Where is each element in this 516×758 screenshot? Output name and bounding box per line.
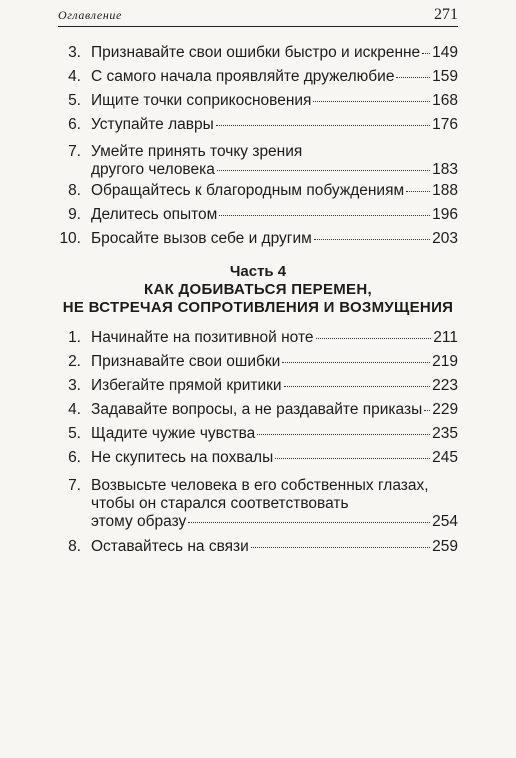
- toc-entry-number: 7.: [68, 477, 81, 494]
- toc-entry-line: [91, 230, 458, 248]
- dot-leader: [422, 53, 430, 54]
- dot-leader: [313, 101, 430, 102]
- toc-entry-number: 8.: [68, 538, 81, 555]
- dot-leader: [282, 362, 430, 363]
- toc-entry-title: чтобы он старался соответствовать: [91, 495, 349, 512]
- toc-entry: [58, 353, 458, 372]
- toc-entry-number: 1.: [68, 329, 81, 346]
- toc-entry-page: 149: [432, 44, 458, 61]
- toc-entry-line: [91, 44, 458, 62]
- toc-entry-body: [91, 230, 458, 248]
- toc-entry-title: Уступайте лавры: [91, 116, 214, 133]
- toc-entry-line: [91, 206, 458, 224]
- toc-entry-title: Ищите точки соприкосновения: [91, 92, 312, 109]
- toc-entry-page: 183: [432, 161, 458, 178]
- toc-entry-body: [91, 477, 458, 531]
- toc-entry-page: 219: [432, 353, 458, 370]
- toc-entry-title: Задавайте вопросы, а не раздавайте приказы: [91, 401, 423, 418]
- toc-entry-number: 3.: [68, 377, 81, 394]
- dot-leader: [406, 191, 430, 192]
- toc-entry-body: [91, 182, 458, 200]
- toc-entry-line: [91, 161, 458, 179]
- toc-entry-line: [91, 401, 458, 419]
- toc-entry-body: [91, 401, 458, 419]
- toc-entry-title: другого человека: [91, 161, 215, 178]
- toc-entry: [58, 477, 458, 534]
- toc-entry-line: [91, 377, 458, 395]
- toc-entry: [58, 116, 458, 135]
- toc-entry-title: Начинайте на позитивной ноте: [91, 329, 314, 346]
- toc-entry-title: Щадите чужие чувства: [91, 425, 256, 442]
- toc-entry-number: 4.: [68, 401, 81, 418]
- part-label: Часть 4: [229, 263, 287, 280]
- toc-entry-body: [91, 206, 458, 224]
- toc-entry-page: 259: [432, 538, 458, 555]
- toc-entry-line: [91, 68, 458, 86]
- toc-entry-line: [91, 329, 458, 347]
- toc-entry-line: [91, 425, 458, 443]
- toc-entry: [58, 401, 458, 420]
- toc-entry-number: 3.: [68, 44, 81, 61]
- toc-entry-number: 2.: [68, 353, 81, 370]
- toc-entry: [58, 230, 458, 249]
- dot-leader: [216, 125, 430, 126]
- toc-entry-page: 254: [432, 513, 458, 530]
- dot-leader: [251, 547, 430, 548]
- toc-entry-number: 8.: [68, 182, 81, 199]
- toc-entry-line: [91, 182, 458, 200]
- toc-entry-title: Признавайте свои ошибки: [91, 353, 281, 370]
- toc-entry-number: 9.: [68, 206, 81, 223]
- toc-entry-title: Оставайтесь на связи: [91, 538, 249, 555]
- toc-entry: [58, 377, 458, 396]
- toc-entry-line: [91, 143, 458, 161]
- part-title-line1: КАК ДОБИВАТЬСЯ ПЕРЕМЕН,: [144, 281, 372, 298]
- dot-leader: [188, 522, 430, 523]
- toc-entry-body: [91, 353, 458, 371]
- toc-entry-body: [91, 44, 458, 62]
- page-header: [58, 2, 458, 27]
- toc-entry-number: 6.: [68, 116, 81, 133]
- dot-leader: [284, 386, 431, 387]
- toc-entry-number: 6.: [68, 449, 81, 466]
- toc-entry-page: 223: [432, 377, 458, 394]
- toc-entry-number: 10.: [59, 230, 81, 247]
- toc-entry-page: 211: [433, 329, 458, 346]
- dot-leader: [217, 170, 430, 171]
- toc-entry: [58, 449, 458, 468]
- toc-entry-page: 176: [432, 116, 458, 133]
- toc-entry-body: [91, 143, 458, 179]
- toc-entry-page: 203: [432, 230, 458, 247]
- toc-entry-line: [91, 538, 458, 556]
- toc-entry: [58, 44, 458, 63]
- toc-entry-page: 235: [432, 425, 458, 442]
- dot-leader: [396, 77, 430, 78]
- toc-entry: [58, 329, 458, 348]
- toc-entry-line: [91, 477, 458, 495]
- dot-leader: [316, 338, 432, 339]
- toc-entry-page: 188: [432, 182, 458, 199]
- toc-entry-title: Возвысьте человека в его собственных глазах,: [91, 477, 429, 494]
- toc-entry-page: 245: [432, 449, 458, 466]
- toc-entry-title: Умейте принять точку зрения: [91, 143, 303, 160]
- dot-leader: [314, 239, 430, 240]
- toc-entry-title: Признавайте свои ошибки быстро и искренне: [91, 44, 421, 61]
- toc-entry-page: 229: [432, 401, 459, 418]
- dot-leader: [219, 215, 430, 216]
- toc-entry-page: 168: [432, 92, 458, 109]
- dot-leader: [275, 458, 430, 459]
- toc-entry-number: 4.: [68, 68, 81, 85]
- toc-entry-line: [91, 353, 458, 371]
- toc-entry: [58, 206, 458, 225]
- toc-entry-body: [91, 116, 458, 134]
- toc-entry: [58, 143, 458, 181]
- toc-entry-line: [91, 116, 458, 134]
- toc-entry-title: Избегайте прямой критики: [91, 377, 282, 394]
- toc-entry-line: [91, 92, 458, 110]
- page-number: 271: [434, 6, 458, 23]
- dot-leader: [424, 410, 430, 411]
- toc-entry-line: [91, 513, 458, 531]
- toc-entry-body: [91, 425, 458, 443]
- toc-entry-body: [91, 92, 458, 110]
- toc-entry: [58, 425, 458, 444]
- toc-entry-title: Обращайтесь к благородным побуждениям: [91, 182, 405, 199]
- toc-entry-body: [91, 538, 458, 556]
- toc-entry-title: Бросайте вызов себе и другим: [91, 230, 312, 247]
- toc-entry-body: [91, 329, 458, 347]
- toc-entry-line: [91, 495, 458, 513]
- toc-entry-line: [91, 449, 458, 467]
- toc-entry-number: 5.: [68, 425, 81, 442]
- dot-leader: [257, 434, 430, 435]
- toc-entry-page: 159: [432, 68, 458, 85]
- toc-entry-title: С самого начала проявляйте дружелюбие: [91, 68, 395, 85]
- toc-entry: [58, 68, 458, 87]
- toc-entry-body: [91, 68, 458, 86]
- toc-entry-title: Делитесь опытом: [91, 206, 218, 223]
- toc-entry: [58, 92, 458, 111]
- toc-entry: [58, 538, 458, 557]
- part-title-line2: НЕ ВСТРЕЧАЯ СОПРОТИВЛЕНИЯ И ВОЗМУЩЕНИЯ: [62, 299, 454, 316]
- running-title: Оглавление: [58, 8, 122, 22]
- toc-entry-body: [91, 449, 458, 467]
- toc-entry-number: 7.: [68, 143, 81, 160]
- toc-entry: [58, 182, 458, 201]
- toc-entry-body: [91, 377, 458, 395]
- toc-entry-page: 196: [432, 206, 458, 223]
- toc-entry-title: Не скупитесь на похвалы: [91, 449, 274, 466]
- toc-entry-number: 5.: [68, 92, 81, 109]
- toc-entry-title: этому образу: [91, 513, 187, 530]
